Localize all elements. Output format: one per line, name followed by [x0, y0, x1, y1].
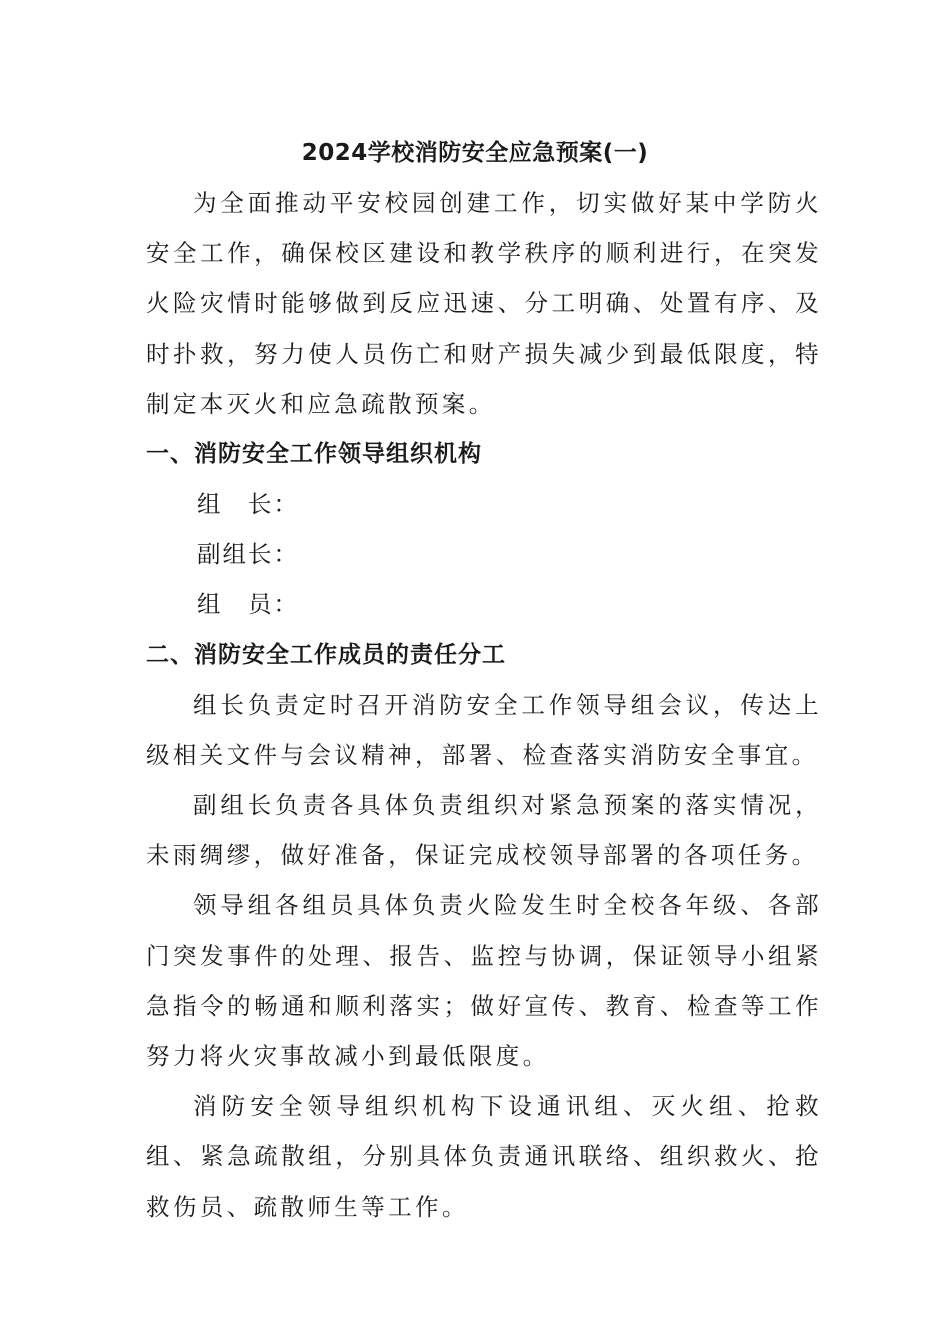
section-heading-organization: 一、消防安全工作领导组织机构 [146, 441, 482, 468]
responsibility-paragraph: 副组长负责各具体负责组织对紧急预案的落实情况，未雨绸缪，做好准备，保证完成校领导部署的各项任务。 [146, 791, 822, 870]
member-line-deputy-leader [146, 529, 822, 579]
intro-paragraph: 为全面推动平安校园创建工作，切实做好某中学防火安全工作，确保校区建设和教学秩序的顺利进行，在突发火险灾情时能够做到反应迅速、分工明确、处置有序、及时扑救，努力使人员伤亡和财产损失减少到最低限度，特制定本灭火和应急疏散预案。 [146, 189, 822, 418]
member-label: 组 员： [197, 590, 299, 619]
member-line-leader [146, 479, 822, 529]
section-heading-responsibilities: 二、消防安全工作成员的责任分工 [146, 641, 506, 668]
member-label: 副组长： [197, 540, 299, 569]
responsibility-paragraph: 组长负责定时召开消防安全工作领导组会议，传达上级相关文件与会议精神，部署、检查落实消防安全事宜。 [146, 690, 822, 769]
member-label: 组 长： [197, 490, 299, 519]
responsibility-paragraph: 领导组各组员具体负责火险发生时全校各年级、各部门突发事件的处理、报告、监控与协调，保证领导小组紧急指令的畅通和顺利落实；做好宣传、教育、检查等工作努力将火灾事故减小到最低限度。 [146, 891, 822, 1071]
responsibility-paragraph: 消防安全领导组织机构下设通讯组、灭火组、抢救组、紧急疏散组，分别具体负责通讯联络、组织救火、抢救伤员、疏散师生等工作。 [146, 1092, 822, 1221]
member-line-members [146, 579, 822, 629]
document-title: 2024学校消防安全应急预案(一) [301, 140, 649, 166]
